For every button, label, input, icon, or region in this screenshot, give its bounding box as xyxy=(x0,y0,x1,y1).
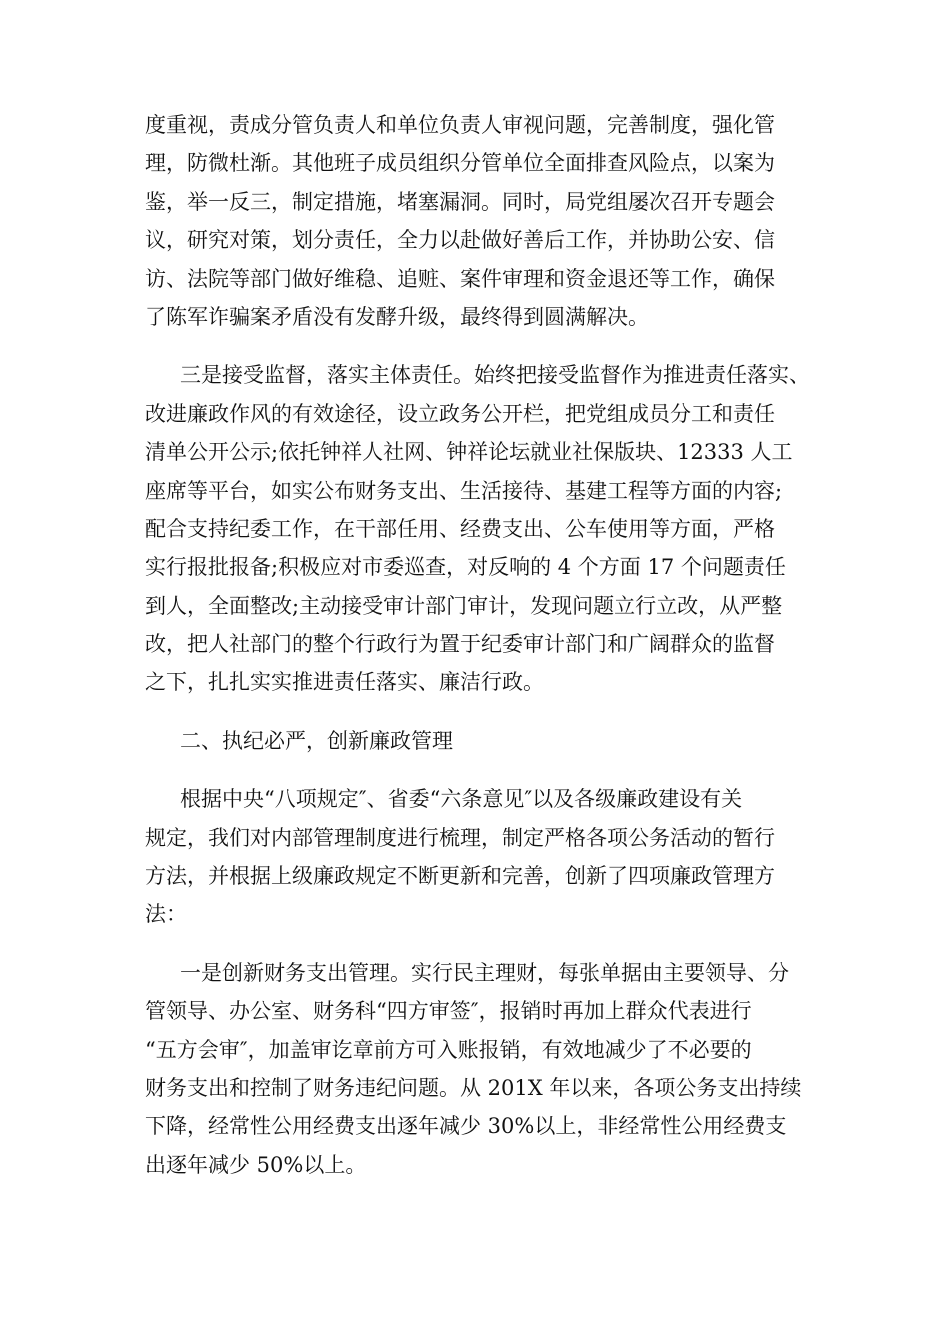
text-line: 一是创新财务支出管理。实行民主理财，每张单据由主要领导、分 xyxy=(180,960,789,985)
text-line: 配合支持纪委工作，在干部任用、经费支出、公车使用等方面，严格 xyxy=(145,516,775,541)
text-line: 财务支出和控制了财务违纪问题。从 201X 年以来，各项公务支出持续 xyxy=(145,1075,802,1100)
text-line: 实行报批报备;积极应对市委巡查，对反响的 4 个方面 17 个问题责任 xyxy=(145,555,786,580)
text-line: 改，把人社部门的整个行政行为置于纪委审计部门和广阔群众的监督 xyxy=(145,632,775,657)
text-line: 出逐年减少 50%以上。 xyxy=(145,1152,367,1177)
text-line: 法： xyxy=(145,902,187,927)
text-line: 规定，我们对内部管理制度进行梳理，制定严格各项公务活动的暂行 xyxy=(145,825,775,850)
paragraph-regulations xyxy=(145,780,805,934)
text-line: 改进廉政作风的有效途径，设立政务公开栏，把党组成员分工和责任 xyxy=(145,401,775,426)
text-line: 度重视，责成分管负责人和单位负责人审视问题，完善制度，强化管 xyxy=(145,113,775,137)
text-line: 三是接受监督，落实主体责任。始终把接受监督作为推进责任落实、 xyxy=(180,363,810,388)
text-line: “五方会审″，加盖审讫章前方可入账报销，有效地减少了不必要的 xyxy=(145,1037,752,1062)
text-line: 到人，全面整改;主动接受审计部门审计，发现问题立行立改，从严整 xyxy=(145,593,783,618)
document-page xyxy=(145,106,810,1204)
text-line: 管领导、办公室、财务科“四方审签″，报销时再加上群众代表进行 xyxy=(145,999,752,1024)
text-line: 访、法院等部门做好维稳、追赃、案件审理和资金退还等工作，确保 xyxy=(145,266,775,291)
text-line: 议，研究对策，划分责任，全力以赴做好善后工作，并协助公安、信 xyxy=(145,228,775,253)
paragraph-finance-management xyxy=(145,954,805,1184)
section-heading xyxy=(145,722,805,760)
text-line: 理，防微杜渐。其他班子成员组织分管单位全面排查风险点，以案为 xyxy=(145,151,775,176)
text-line: 了陈军诈骗案矛盾没有发酵升级，最终得到圆满解决。 xyxy=(145,304,649,329)
text-line: 清单公开公示;依托钟祥人社网、钟祥论坛就业社保版块、12333 人工 xyxy=(145,440,793,465)
section-heading-text: 二、执纪必严，创新廉政管理 xyxy=(180,728,453,753)
paragraph-oversight-continued xyxy=(145,106,805,336)
text-line: 下降，经常性公用经费支出逐年减少 30%以上，非经常性公用经费支 xyxy=(145,1114,787,1139)
paragraph-accept-supervision xyxy=(145,356,810,702)
text-line: 之下，扎扎实实推进责任落实、廉洁行政。 xyxy=(145,670,544,695)
text-line: 座席等平台，如实公布财务支出、生活接待、基建工程等方面的内容; xyxy=(145,478,783,503)
text-line: 鉴，举一反三，制定措施，堵塞漏洞。同时，局党组屡次召开专题会 xyxy=(145,189,775,214)
text-line: 方法，并根据上级廉政规定不断更新和完善，创新了四项廉政管理方 xyxy=(145,864,775,889)
text-line: 根据中央“八项规定″、省委“六条意见″以及各级廉政建设有关 xyxy=(180,787,743,812)
